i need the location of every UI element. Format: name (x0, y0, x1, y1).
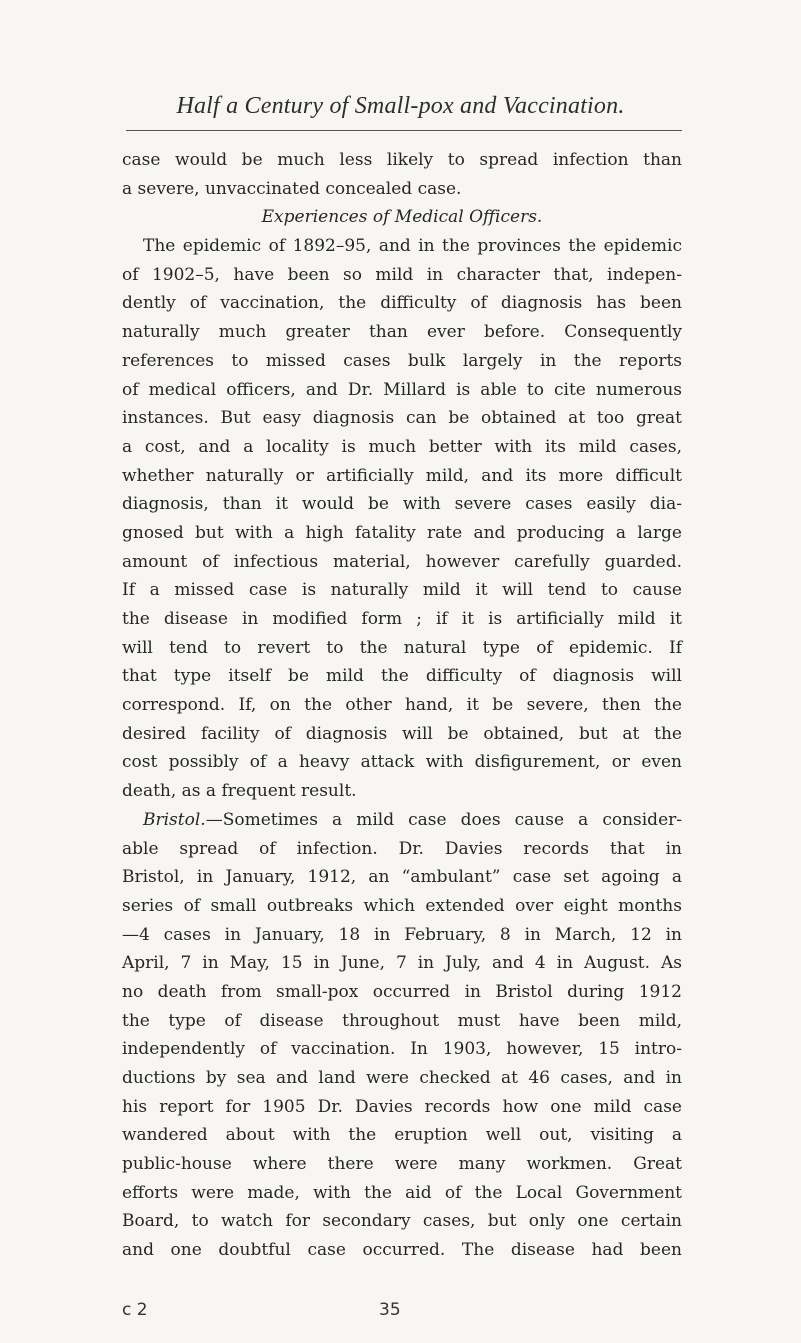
text-line: whether naturally or artificially mild, and its more difficult (122, 465, 682, 486)
text-line: no death from small-pox occurred in Bristol during 1912 (122, 981, 682, 1002)
text-line: dently of vaccination, the difficulty of diagnosis has been (122, 293, 682, 314)
text-line: correspond. If, on the other hand, it be severe, then the (122, 695, 682, 716)
text-line: naturally much greater than ever before. Consequently (122, 322, 682, 343)
text-line: instances. But easy diagnosis can be obtained at too great (122, 408, 682, 429)
text-line: death, as a frequent result. (122, 781, 357, 802)
text-line: of 1902–5, have been so mild in character that, indepen- (122, 264, 682, 285)
text-line: cost possibly of a heavy attack with disfigurement, or even (122, 752, 682, 773)
header-rule (126, 130, 682, 131)
text-line: case would be much less likely to spread infection than (122, 150, 682, 170)
text-line: independently of vaccination. In 1903, however, 15 intro- (122, 1039, 682, 1060)
text-line: amount of infectious material, however carefully guarded. (122, 551, 682, 572)
text-line: series of small outbreaks which extended over eight months (122, 895, 682, 916)
text-line: If a missed case is naturally mild it will tend to cause (122, 580, 682, 601)
paragraph-lead: Bristol. (143, 809, 206, 830)
text-line: desired facility of diagnosis will be obtained, but at the (122, 723, 682, 744)
text-line: public-house where there were many workmen. Great (122, 1154, 682, 1175)
text-line: diagnosis, than it would be with severe cases easily dia- (122, 494, 682, 515)
text-line: The epidemic of 1892–95, and in the provinces the epidemic (143, 236, 682, 257)
text-line (122, 806, 682, 835)
text-line: his report for 1905 Dr. Davies records how one mild case (122, 1096, 682, 1117)
text-line: references to missed cases bulk largely in the reports (122, 350, 682, 371)
text-line: and one doubtful case occurred. The disease had been (122, 1240, 682, 1261)
text-line: the type of disease throughout must have been mild, (122, 1010, 682, 1031)
text-line: a cost, and a locality is much better with its mild cases, (122, 436, 682, 457)
body-text (122, 146, 682, 1265)
running-head: Half a Century of Small-pox and Vaccination. (176, 93, 625, 119)
text-line: wandered about with the eruption well out, visiting a (122, 1125, 682, 1146)
text-line: ductions by sea and land were checked at 46 cases, and in (122, 1068, 682, 1088)
text-line: able spread of infection. Dr. Davies records that in (122, 838, 682, 859)
text-line: efforts were made, with the aid of the Local Government (122, 1182, 682, 1203)
text-line: April, 7 in May, 15 in June, 7 in July, and 4 in August. As (122, 953, 682, 974)
text-line: that type itself be mild the difficulty of diagnosis will (122, 666, 682, 687)
page-number: 35 (379, 1300, 401, 1320)
text-line: of medical officers, and Dr. Millard is able to cite numerous (122, 379, 682, 400)
signature-mark: c 2 (122, 1300, 148, 1320)
text-line: —4 cases in January, 18 in February, 8 in March, 12 in (122, 924, 682, 945)
text-line: a severe, unvaccinated concealed case. (122, 178, 462, 199)
text-line: Board, to watch for secondary cases, but only one certain (122, 1211, 682, 1232)
text-line-content: —Sometimes a mild case does cause a consider- (205, 809, 682, 830)
text-line: Bristol, in January, 1912, an “ambulant” case set agoing a (122, 867, 682, 888)
section-heading: Experiences of Medical Officers. (261, 207, 543, 228)
text-line: the disease in modified form ; if it is artificially mild it (122, 609, 682, 629)
text-line: will tend to revert to the natural type of epidemic. If (122, 637, 682, 658)
text-line: gnosed but with a high fatality rate and producing a large (122, 522, 682, 543)
